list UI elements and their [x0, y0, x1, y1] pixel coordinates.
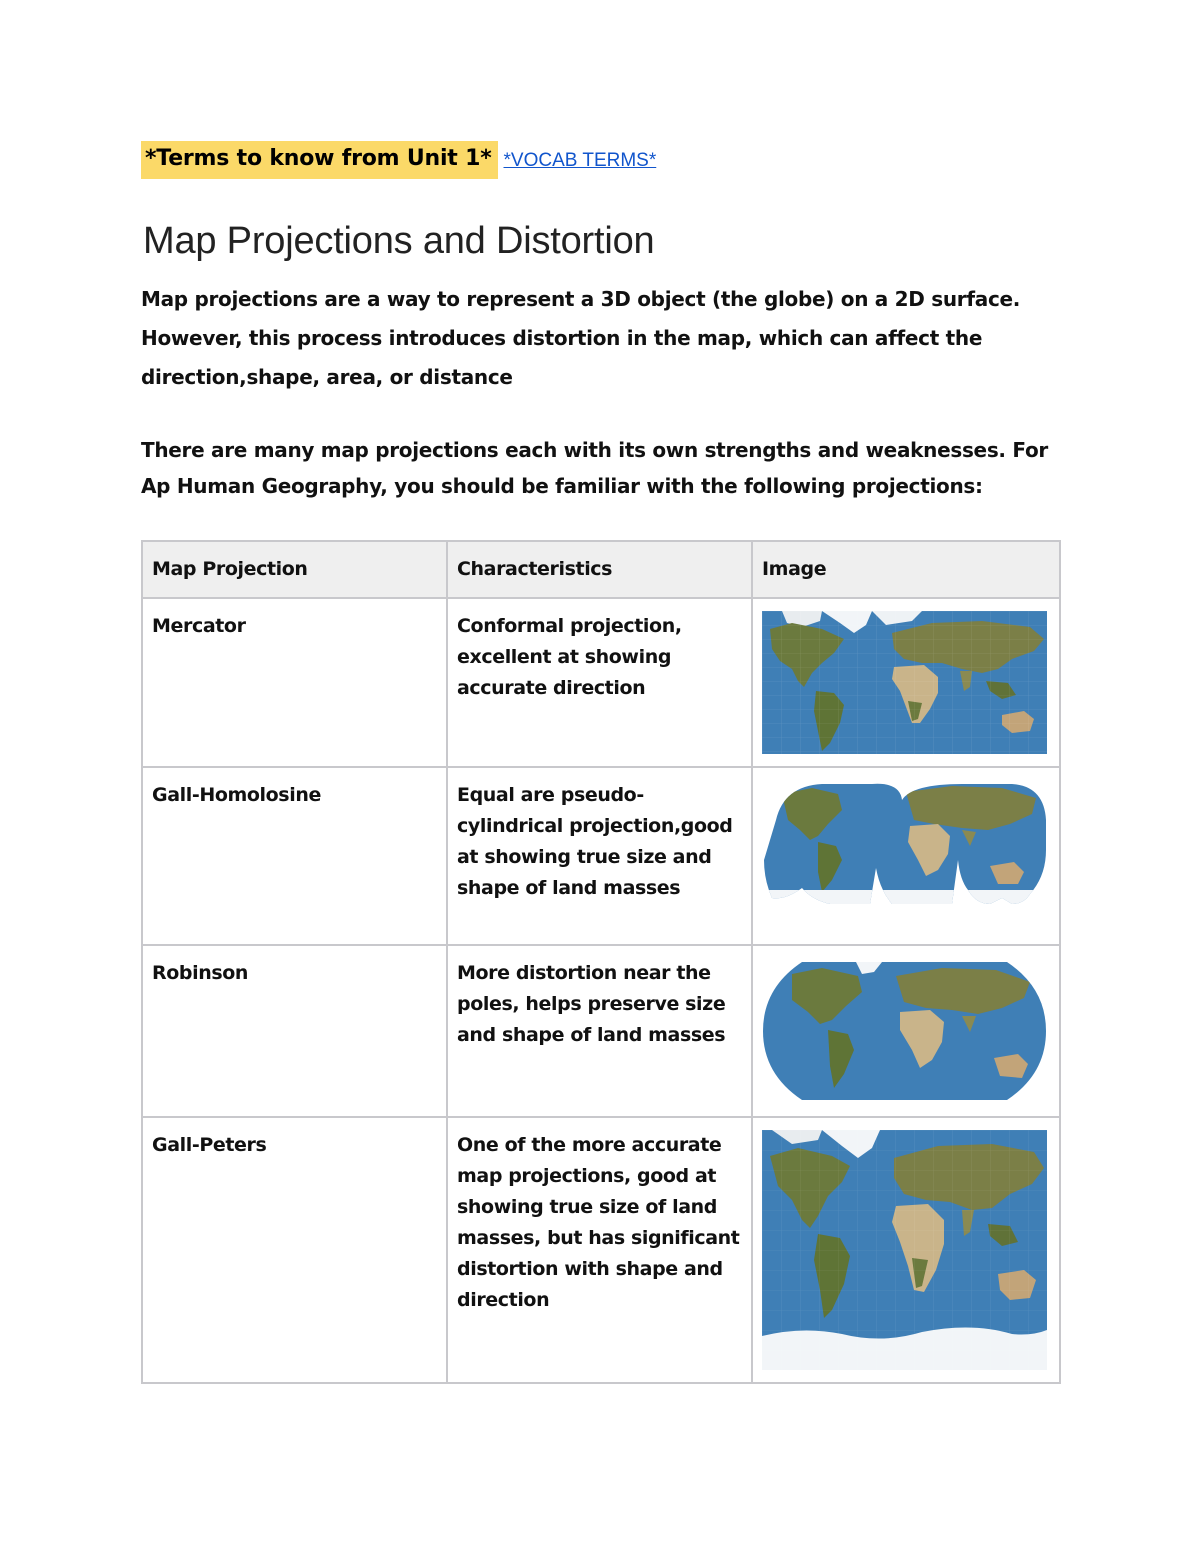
- goode-homolosine-map: [762, 780, 1047, 905]
- projection-name: Gall-Peters: [142, 1117, 447, 1383]
- projection-characteristics: More distortion near the poles, helps preserve size and shape of land masses: [447, 945, 752, 1117]
- projections-table: [141, 540, 1061, 1384]
- gall-peters-map: [762, 1130, 1047, 1370]
- projection-characteristics: One of the more accurate map projections, good at showing true size of land masses, but has significant distortion with shape and direction: [447, 1117, 752, 1383]
- projection-name: Gall-Homolosine: [142, 767, 447, 945]
- header-image: Image: [752, 541, 1060, 598]
- intro-paragraph: Map projections are a way to represent a 3D object (the globe) on a 2D surface. However, this process introduces distortion in the map, which can affect the direction,shape, area, or distance: [141, 287, 1021, 389]
- table-row: [142, 945, 1060, 1117]
- page-title: Map Projections and Distortion: [143, 220, 655, 262]
- projection-image-cell: [752, 1117, 1060, 1383]
- unit-terms-heading: *Terms to know from Unit 1*: [141, 141, 498, 179]
- projection-name: Robinson: [142, 945, 447, 1117]
- projection-characteristics: Conformal projection, excellent at showing accurate direction: [447, 598, 752, 767]
- robinson-map: [762, 958, 1047, 1104]
- header-characteristics: Characteristics: [447, 541, 752, 598]
- projection-characteristics: Equal are pseudo-cylindrical projection,good at showing true size and shape of land masses: [447, 767, 752, 945]
- table-row: [142, 767, 1060, 945]
- projection-image-cell: [752, 598, 1060, 767]
- header-map-projection: Map Projection: [142, 541, 447, 598]
- projections-paragraph: There are many map projections each with its own strengths and weaknesses. For Ap Human Geography, you should be familiar with the following projections:: [141, 438, 1048, 498]
- table-row: [142, 598, 1060, 767]
- vocab-terms-link[interactable]: *VOCAB TERMS*: [503, 150, 657, 171]
- table-header-row: [142, 541, 1060, 598]
- mercator-map: [762, 611, 1047, 754]
- header-line: [141, 141, 656, 179]
- projection-image-cell: [752, 767, 1060, 945]
- projection-image-cell: [752, 945, 1060, 1117]
- table-row: [142, 1117, 1060, 1383]
- projection-name: Mercator: [142, 598, 447, 767]
